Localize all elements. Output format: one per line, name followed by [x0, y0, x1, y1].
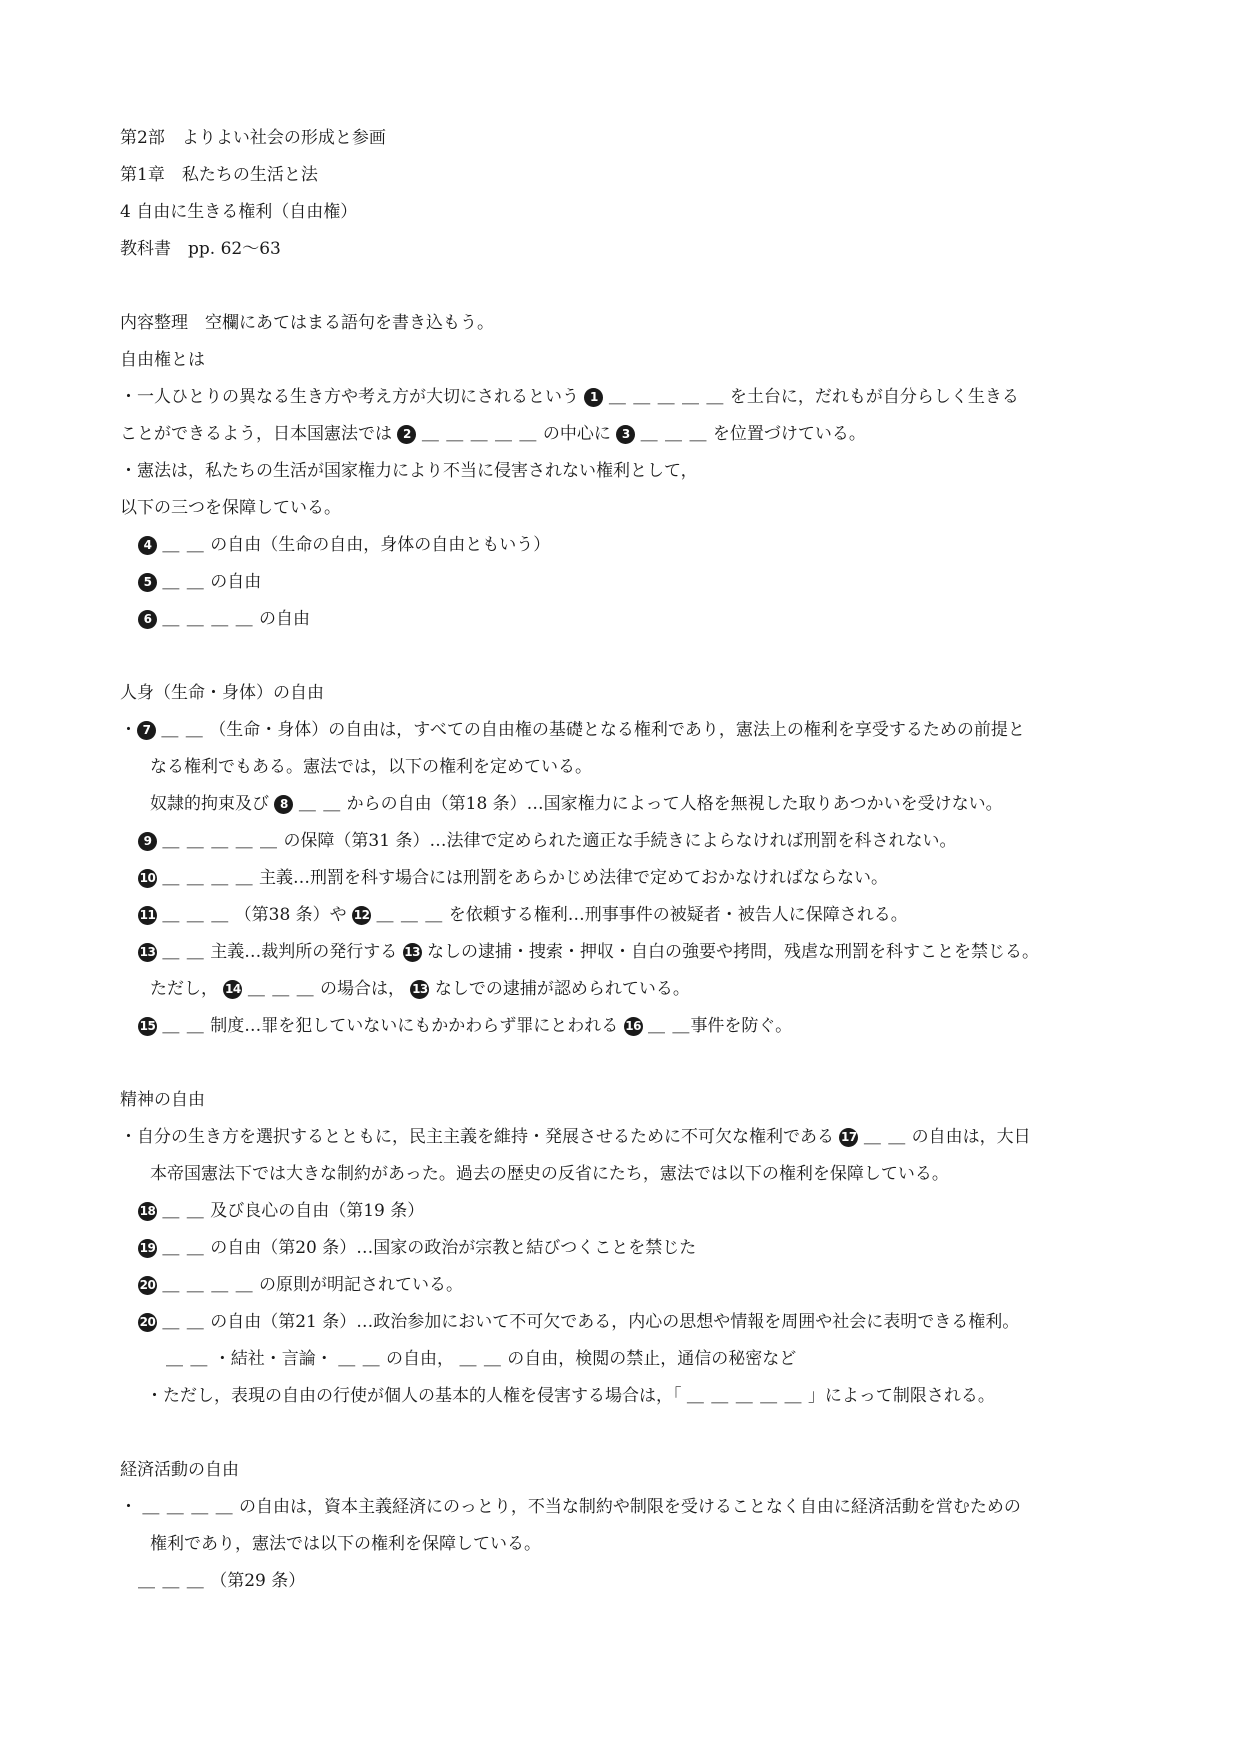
fill-blank[interactable]: ＿ ＿ [162, 1238, 205, 1258]
text: （第29 条） [210, 1571, 306, 1591]
text: 奴隷的拘束及び [150, 794, 269, 814]
fill-blank[interactable]: ＿ ＿ ＿ ＿ [162, 868, 254, 888]
jinshin-line-15 [138, 1014, 792, 1038]
jinshin-line-8 [150, 792, 1003, 816]
number-badge: 17 [839, 1128, 858, 1147]
number-badge: 13 [410, 980, 429, 999]
fill-blank[interactable]: ＿ ＿ ＿ [247, 979, 315, 999]
textbook-pages: 教科書 pp. 62〜63 [120, 239, 281, 259]
number-badge: 20 [138, 1276, 157, 1295]
text: の自由 [210, 572, 262, 592]
number-badge: 4 [138, 536, 157, 555]
jinshin-line-10 [138, 866, 888, 890]
fill-blank[interactable]: ＿ ＿ [161, 720, 204, 740]
number-badge: 10 [138, 869, 157, 888]
fill-blank[interactable]: ＿ ＿ ＿ [138, 1571, 205, 1591]
fill-blank[interactable]: ＿ ＿ ＿ ＿ [162, 609, 254, 629]
text: ことができるよう，日本国憲法では [120, 424, 392, 444]
number-badge: 13 [403, 943, 422, 962]
fill-blank[interactable]: ＿ ＿ ＿ [376, 905, 444, 925]
text: 」によって制限される。 [807, 1386, 995, 1406]
text: ・自分の生き方を選択するとともに，民主主義を維持・発展させるために不可欠な権利である [120, 1127, 834, 1147]
text: ・ [120, 720, 137, 740]
seishin-tadashi-line [146, 1384, 995, 1408]
jiyuken-line-1 [120, 385, 1019, 409]
text: 及び良心の自由（第19 条） [210, 1201, 425, 1221]
keizai-line-1 [120, 1495, 1021, 1519]
jinshin-line-13 [138, 940, 1039, 964]
number-badge: 19 [138, 1239, 157, 1258]
fill-blank[interactable]: ＿ ＿ [459, 1349, 502, 1369]
keizai-line-2 [138, 1569, 305, 1593]
text: 主義…刑罰を科す場合には刑罰をあらかじめ法律で定めておかなければならない。 [259, 868, 889, 888]
instructions: 内容整理 空欄にあてはまる語句を書き込もう。 [120, 313, 494, 333]
freedom-item-4 [138, 533, 550, 557]
text: 事件を防ぐ。 [690, 1016, 793, 1036]
seishin-line-20 [138, 1273, 463, 1297]
text: の自由 [259, 609, 311, 629]
text: 主義…裁判所の発行する [210, 942, 398, 962]
text: ・一人ひとりの異なる生き方や考え方が大切にされるという [120, 387, 579, 407]
number-badge: 8 [274, 795, 293, 814]
number-badge: 16 [624, 1017, 643, 1036]
seishin-line-17c: 本帝国憲法下では大きな制約があった。過去の歴史の反省にたち，憲法では以下の権利を保障している。 [150, 1164, 949, 1184]
text: の自由（生命の自由，身体の自由ともいう） [210, 535, 551, 555]
fill-blank[interactable]: ＿ ＿ [648, 1016, 691, 1036]
jinshin-line-7 [120, 718, 1025, 742]
text: （生命・身体）の自由は，すべての自由権の基礎となる権利であり，憲法上の権利を享受するための前提と [209, 720, 1025, 740]
text: （第38 条）や [234, 905, 347, 925]
section-title: 4 自由に生きる権利（自由権） [120, 202, 358, 222]
jiyuken-line-2 [120, 422, 866, 446]
seishin-line-19 [138, 1236, 696, 1260]
number-badge: 7 [137, 721, 156, 740]
section-heading-jinshin: 人身（生命・身体）の自由 [120, 683, 324, 703]
seishin-sub-line [166, 1347, 796, 1371]
seishin-line-18 [138, 1199, 424, 1223]
text: の自由（第20 条）…国家の政治が宗教と結びつくことを禁じた [210, 1238, 697, 1258]
number-badge: 6 [138, 610, 157, 629]
fill-blank[interactable]: ＿ ＿ [162, 535, 205, 555]
text: 制度…罪を犯していないにもかかわらず罪にとわれる [210, 1016, 619, 1036]
number-badge: 3 [616, 425, 635, 444]
fill-blank[interactable]: ＿ ＿ [166, 1349, 209, 1369]
fill-blank[interactable]: ＿ ＿ [298, 794, 342, 814]
fill-blank[interactable]: ＿ ＿ [863, 1127, 907, 1147]
fill-blank[interactable]: ＿ ＿ ＿ [640, 424, 708, 444]
text: ・ただし，表現の自由の行使が個人の基本的人権を侵害する場合は，「 [146, 1386, 682, 1406]
fill-blank[interactable]: ＿ ＿ ＿ ＿ [142, 1497, 234, 1517]
text: ・ [120, 1497, 137, 1517]
section-heading-seishin: 精神の自由 [120, 1090, 205, 1110]
text: なしでの逮捕が認められている。 [434, 979, 690, 999]
seishin-line-21 [138, 1310, 1019, 1334]
freedom-item-6 [138, 607, 310, 631]
number-badge: 2 [397, 425, 416, 444]
number-badge: 20 [138, 1313, 157, 1332]
number-badge: 18 [138, 1202, 157, 1221]
keizai-line-1b: 権利であり，憲法では以下の権利を保障している。 [150, 1534, 541, 1554]
text: なしの逮捕・捜索・押収・自白の強要や拷問，残虐な刑罰を科すことを禁じる。 [427, 942, 1040, 962]
text: の場合は， [320, 979, 406, 999]
jinshin-line-11 [138, 903, 908, 927]
text: を依頼する権利…刑事事件の被疑者・被告人に保障される。 [448, 905, 908, 925]
text: を土台に，だれもが自分らしく生きる [729, 387, 1019, 407]
text: の自由（第21 条）…政治参加において不可欠である，内心の思想や情報を周囲や社会に表明できる権利。 [210, 1312, 1020, 1332]
fill-blank[interactable]: ＿ ＿ [162, 572, 205, 592]
fill-blank[interactable]: ＿ ＿ ＿ ＿ ＿ [686, 1386, 803, 1406]
text: の自由は，大日 [911, 1127, 1031, 1147]
jiyuken-line-3: ・憲法は，私たちの生活が国家権力により不当に侵害されない権利として， [120, 461, 698, 481]
number-badge: 5 [138, 573, 157, 592]
text: ただし， [150, 979, 218, 999]
number-badge: 12 [352, 906, 371, 925]
text: の保障（第31 条）…法律で定められた適正な手続きによらなければ刑罰を科されない。 [283, 831, 957, 851]
fill-blank[interactable]: ＿ ＿ ＿ ＿ ＿ [608, 387, 725, 407]
jinshin-line-14 [150, 977, 690, 1001]
text: の原則が明記されている。 [259, 1275, 464, 1295]
text: を位置づけている。 [712, 424, 866, 444]
jiyuken-line-4: 以下の三つを保障している。 [120, 498, 341, 518]
fill-blank[interactable]: ＿ ＿ ＿ ＿ [162, 1275, 254, 1295]
text: の自由，検閲の禁止，通信の秘密など [507, 1349, 797, 1369]
jinshin-line-7b: なる権利でもある。憲法では，以下の権利を定めている。 [150, 757, 592, 777]
fill-blank[interactable]: ＿ ＿ [162, 1312, 205, 1332]
number-badge: 9 [138, 832, 157, 851]
fill-blank[interactable]: ＿ ＿ ＿ ＿ ＿ [162, 831, 279, 851]
number-badge: 1 [584, 388, 603, 407]
text: の自由， [386, 1349, 455, 1369]
freedom-item-5 [138, 570, 261, 594]
section-heading-keizai: 経済活動の自由 [120, 1460, 239, 1480]
text: の中心に [542, 424, 611, 444]
fill-blank[interactable]: ＿ ＿ [162, 942, 205, 962]
number-badge: 13 [138, 943, 157, 962]
fill-blank[interactable]: ＿ ＿ [162, 1016, 205, 1036]
number-badge: 15 [138, 1017, 157, 1036]
fill-blank[interactable]: ＿ ＿ [338, 1349, 381, 1369]
text: の自由は，資本主義経済にのっとり，不当な制約や制限を受けることなく自由に経済活動を営むための [239, 1497, 1021, 1517]
section-heading-jiyuken: 自由権とは [120, 350, 205, 370]
fill-blank[interactable]: ＿ ＿ [162, 1201, 205, 1221]
number-badge: 14 [223, 980, 242, 999]
number-badge: 11 [138, 906, 157, 925]
fill-blank[interactable]: ＿ ＿ ＿ ＿ ＿ [421, 424, 538, 444]
part-title: 第2部 よりよい社会の形成と参画 [120, 128, 386, 148]
seishin-line-17 [120, 1125, 1031, 1149]
fill-blank[interactable]: ＿ ＿ ＿ [162, 905, 230, 925]
chapter-title: 第1章 私たちの生活と法 [120, 165, 318, 185]
jinshin-line-9 [138, 829, 956, 853]
text: ・結社・言論・ [213, 1349, 333, 1369]
text: からの自由（第18 条）…国家権力によって人格を無視した取りあつかいを受けない。 [346, 794, 1003, 814]
